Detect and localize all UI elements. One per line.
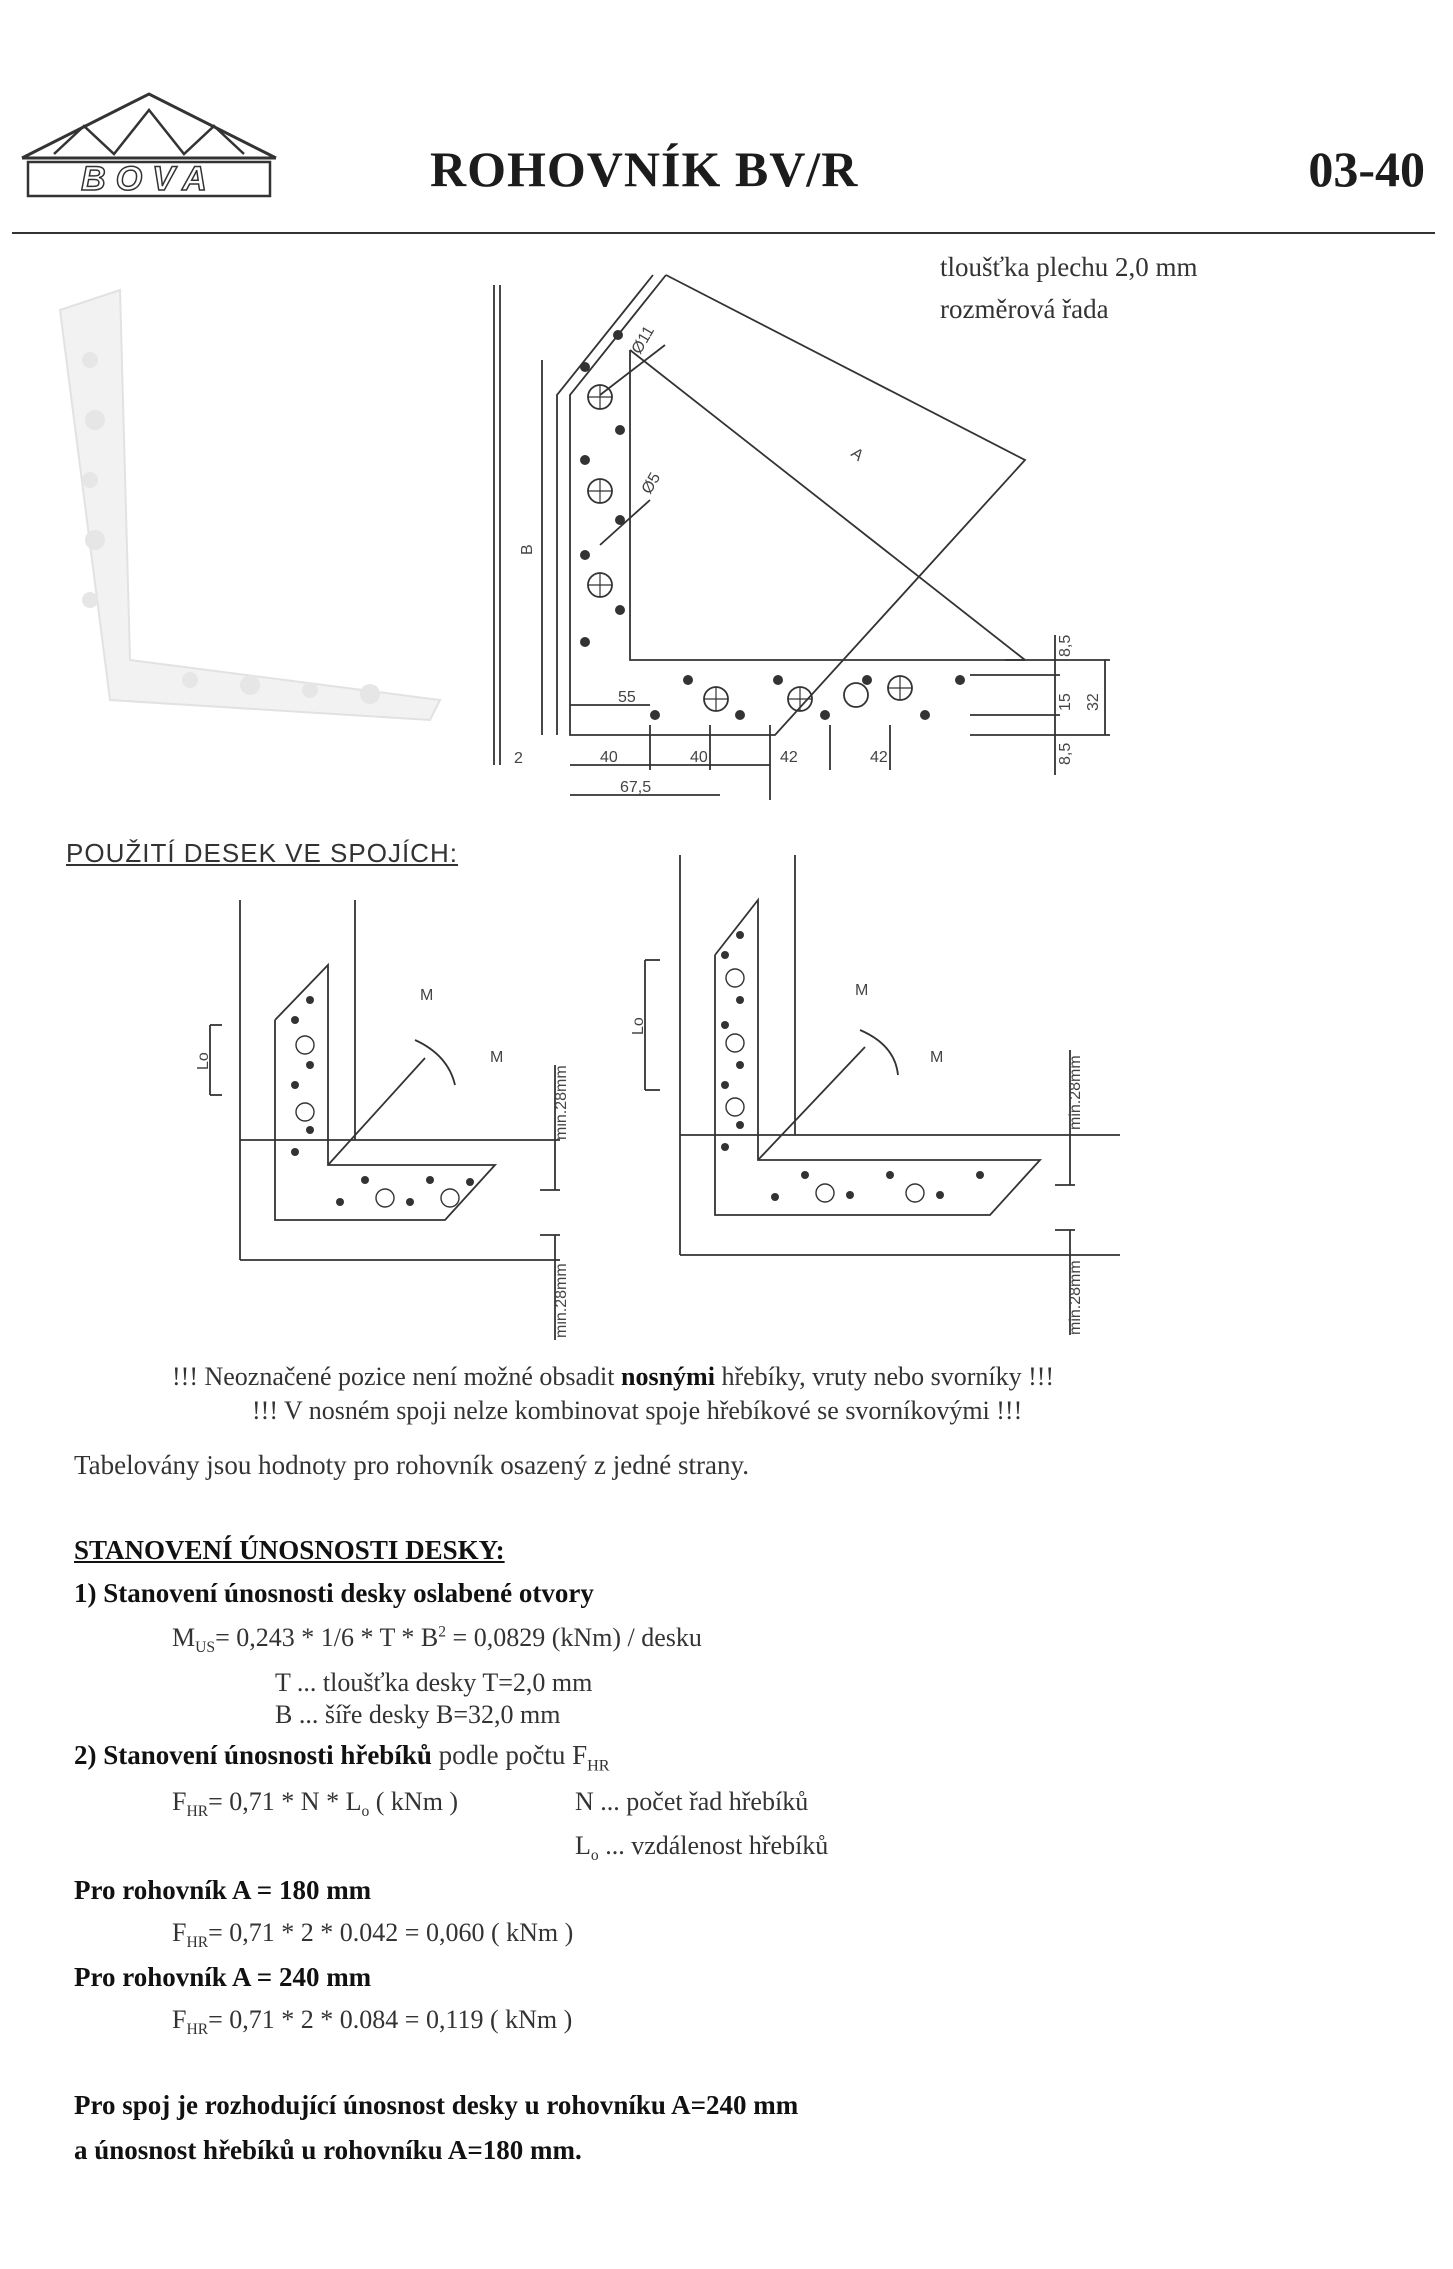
technical-drawing xyxy=(470,255,1110,815)
dim-8-5a: 8,5 xyxy=(1057,634,1074,657)
dim-55: 55 xyxy=(618,689,636,706)
usage-diagram-right xyxy=(630,855,1130,1350)
case-2-expr: = 0,71 * 2 * 0.084 = 0,119 ( kNm ) xyxy=(208,2005,573,2034)
case-2-heading: Pro rohovník A = 240 mm xyxy=(74,1962,372,1992)
case-2-formula xyxy=(172,2005,572,2039)
lo-sub: o xyxy=(590,1847,599,1865)
warning-line-2: !!! V nosném spoji nelze kombinovat spoje hřebíkové se svorníkovými !!! xyxy=(252,1396,1023,1425)
mus-result: = 0,0829 (kNm) / desku xyxy=(446,1623,702,1652)
mus-symbol: M xyxy=(172,1623,196,1652)
mus-expr: = 0,243 * 1/6 * T * B xyxy=(215,1623,439,1652)
case-1-expr: = 0,71 * 2 * 0.042 = 0,060 ( kNm ) xyxy=(208,1918,574,1947)
page-title: ROHOVNÍK BV/R xyxy=(430,141,859,197)
logo xyxy=(14,90,284,200)
usage-diagram-left xyxy=(195,890,600,1350)
usage-m-right-right: M xyxy=(930,1049,944,1066)
spec-series: rozměrová řada xyxy=(940,294,1109,324)
fhr-unit: ( kNm ) xyxy=(369,1787,459,1816)
case-1-symbol: F xyxy=(172,1918,187,1947)
dim-8-5b: 8,5 xyxy=(1057,742,1074,765)
usage-m-right: M xyxy=(490,1049,504,1066)
header-rule xyxy=(12,232,1435,234)
formula-mus xyxy=(172,1623,702,1657)
warning-line-1 xyxy=(172,1362,1054,1392)
def-t: T ... tloušťka desky T=2,0 mm xyxy=(275,1668,593,1697)
dim-40b: 40 xyxy=(690,749,708,766)
calc-step-1: 1) Stanovení únosnosti desky oslabené otvory xyxy=(74,1578,594,1608)
lo-symbol: L xyxy=(575,1831,591,1860)
warning-1-bold: nosnými xyxy=(621,1362,715,1391)
usage-heading: POUŽITÍ DESEK VE SPOJÍCH: xyxy=(66,838,458,868)
page-code: 03-40 xyxy=(1308,141,1425,197)
step-2-rest: podle počtu F xyxy=(431,1740,588,1770)
label-hole-small: Ø5 xyxy=(638,470,665,497)
calc-step-2 xyxy=(74,1740,610,1775)
logo-text: BOVA xyxy=(81,160,217,198)
fhr-lo-sub: o xyxy=(361,1803,370,1821)
note-text: Tabelovány jsou hodnoty pro rohovník osazený z jedné strany. xyxy=(74,1450,749,1480)
usage-m-top-right: M xyxy=(855,982,869,999)
case-2-symbol: F xyxy=(172,2005,187,2034)
usage-lo-right: Lo xyxy=(630,1017,647,1035)
spec-thickness: tloušťka plechu 2,0 mm xyxy=(940,252,1198,282)
usage-min-bottom-right: min.28mm xyxy=(1067,1260,1084,1335)
case-1-sub: HR xyxy=(186,1934,209,1952)
dim-67-5: 67,5 xyxy=(620,779,652,796)
usage-m-top: M xyxy=(420,987,434,1004)
step-2-sub: HR xyxy=(587,1756,610,1775)
usage-lo: Lo xyxy=(195,1052,212,1070)
conclusion-line-2: a únosnost hřebíků u rohovníku A=180 mm. xyxy=(74,2135,582,2165)
conclusion-line-1: Pro spoj je rozhodující únosnost desky u rohovníku A=240 mm xyxy=(74,2090,799,2120)
usage-min-top: min.28mm xyxy=(553,1065,570,1140)
warning-1-pre: !!! Neoznačené pozice není možné obsadit xyxy=(172,1362,622,1391)
label-hole-large: Ø11 xyxy=(628,323,658,357)
lo-def: ... vzdálenost hřebíků xyxy=(598,1831,829,1860)
fhr-formula: = 0,71 * N * L xyxy=(208,1787,362,1816)
fhr-sub: HR xyxy=(186,1803,209,1821)
dim-42b: 42 xyxy=(870,749,888,766)
warning-1-post: hřebíky, vruty nebo svorníky !!! xyxy=(714,1362,1055,1391)
label-b: B xyxy=(519,544,536,555)
usage-min-top-right: min.28mm xyxy=(1067,1055,1084,1130)
formula-fhr xyxy=(172,1787,458,1821)
case-1-heading: Pro rohovník A = 180 mm xyxy=(74,1875,372,1905)
step-2-bold: 2) Stanovení únosnosti hřebíků xyxy=(74,1740,432,1770)
dim-42a: 42 xyxy=(780,749,798,766)
calc-heading: STANOVENÍ ÚNOSNOSTI DESKY: xyxy=(74,1535,505,1565)
def-n: N ... počet řad hřebíků xyxy=(575,1787,809,1816)
dim-2: 2 xyxy=(514,750,523,767)
mus-sub: US xyxy=(195,1639,216,1657)
dim-40a: 40 xyxy=(600,749,618,766)
def-b: B ... šíře desky B=32,0 mm xyxy=(275,1700,561,1729)
dim-15: 15 xyxy=(1057,693,1074,711)
label-a: A xyxy=(847,444,867,465)
case-1-formula xyxy=(172,1918,573,1952)
mus-sup: 2 xyxy=(438,1623,447,1641)
usage-min-bottom: min.28mm xyxy=(553,1263,570,1338)
fhr-symbol: F xyxy=(172,1787,187,1816)
product-photo xyxy=(40,280,460,750)
def-lo xyxy=(575,1831,828,1865)
case-2-sub: HR xyxy=(186,2021,209,2039)
dim-32: 32 xyxy=(1085,693,1102,711)
